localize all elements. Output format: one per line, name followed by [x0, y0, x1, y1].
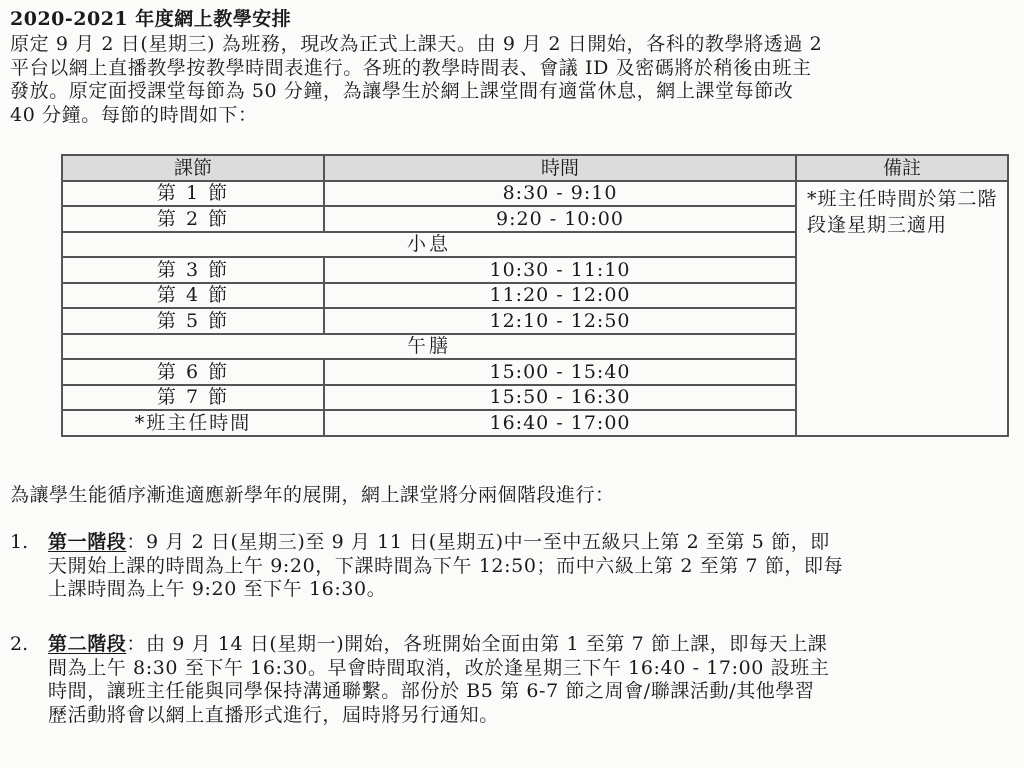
phase-line: [48, 633, 1024, 657]
period-cell: 第 2 節: [62, 206, 324, 232]
intro-paragraph: [10, 33, 1024, 127]
phases-intro: 為讓學生能循序漸進適應新學年的展開，網上課堂將分兩個階段進行：: [10, 484, 615, 506]
time-cell: 9:20 - 10:00: [324, 206, 796, 232]
period-cell: 第 3 節: [62, 257, 324, 283]
header-time: 時間: [324, 155, 796, 181]
period-cell: *班主任時間: [62, 410, 324, 436]
time-cell: 12:10 - 12:50: [324, 308, 796, 334]
remarks-cell: *班主任時間於第二階段逢星期三適用: [796, 181, 1008, 436]
phase-line: 時間，讓班主任能與同學保持溝通聯繫。部份於 B5 第 6-7 節之周會/聯課活動/其他學習: [48, 680, 815, 702]
list-number: 1.: [10, 531, 29, 553]
break-row-recess: 小息: [62, 232, 796, 258]
period-cell: 第 4 節: [62, 283, 324, 309]
phase-heading: 第二階段: [48, 633, 127, 655]
intro-line: 發放。原定面授課堂每節為 50 分鐘，為讓學生於網上課堂間有適當休息，網上課堂每節改: [10, 80, 794, 102]
phase-line: [48, 531, 1024, 555]
phase-line: 天開始上課的時間為上午 9:20，下課時間為下午 12:50；而中六級上第 2 至第 7 節，即每: [48, 554, 844, 577]
phase-line: 間為上午 8:30 至下午 16:30。早會時間取消，改於逢星期三下午 16:40 - 17:00 設班主: [48, 656, 830, 679]
schedule-table: [61, 154, 1009, 437]
period-cell: 第 5 節: [62, 308, 324, 334]
intro-line: 原定 9 月 2 日(星期三) 為班務，現改為正式上課天。由 9 月 2 日開始，各科的教學將透過 2: [10, 33, 823, 55]
phase-line: 歷活動將會以網上直播形式進行，屆時將另行通知。: [48, 703, 499, 726]
phase-text: ：9 月 2 日(星期三)至 9 月 11 日(星期五)中一至中五級只上第 2 至第 5 節，即: [126, 531, 830, 553]
time-cell: 10:30 - 11:10: [324, 257, 796, 283]
phase-line: 上課時間為上午 9:20 至下午 16:30。: [48, 578, 387, 600]
list-number: 2.: [10, 633, 29, 655]
phase-two-item: [10, 633, 1024, 727]
phase-heading: 第一階段: [48, 531, 127, 553]
intro-line: 40 分鐘。每節的時間如下：: [10, 103, 258, 126]
time-cell: 15:50 - 16:30: [324, 385, 796, 411]
phase-one-item: [10, 531, 1024, 602]
header-remarks: 備註: [796, 155, 1008, 181]
period-cell: 第 6 節: [62, 359, 324, 385]
time-cell: 8:30 - 9:10: [324, 181, 796, 207]
phase-text: ：由 9 月 14 日(星期一)開始，各班開始全面由第 1 至第 7 節上課，即每天上課: [126, 633, 828, 655]
header-period: 課節: [62, 155, 324, 181]
time-cell: 11:20 - 12:00: [324, 283, 796, 309]
period-cell: 第 1 節: [62, 181, 324, 207]
period-cell: 第 7 節: [62, 385, 324, 411]
time-cell: 16:40 - 17:00: [324, 410, 796, 436]
document-title: 2020-2021 年度網上教學安排: [10, 8, 292, 30]
break-row-lunch: 午膳: [62, 334, 796, 360]
intro-line: 平台以網上直播教學按教學時間表進行。各班的教學時間表、會議 ID 及密碼將於稍後由班主: [10, 56, 812, 79]
time-cell: 15:00 - 15:40: [324, 359, 796, 385]
